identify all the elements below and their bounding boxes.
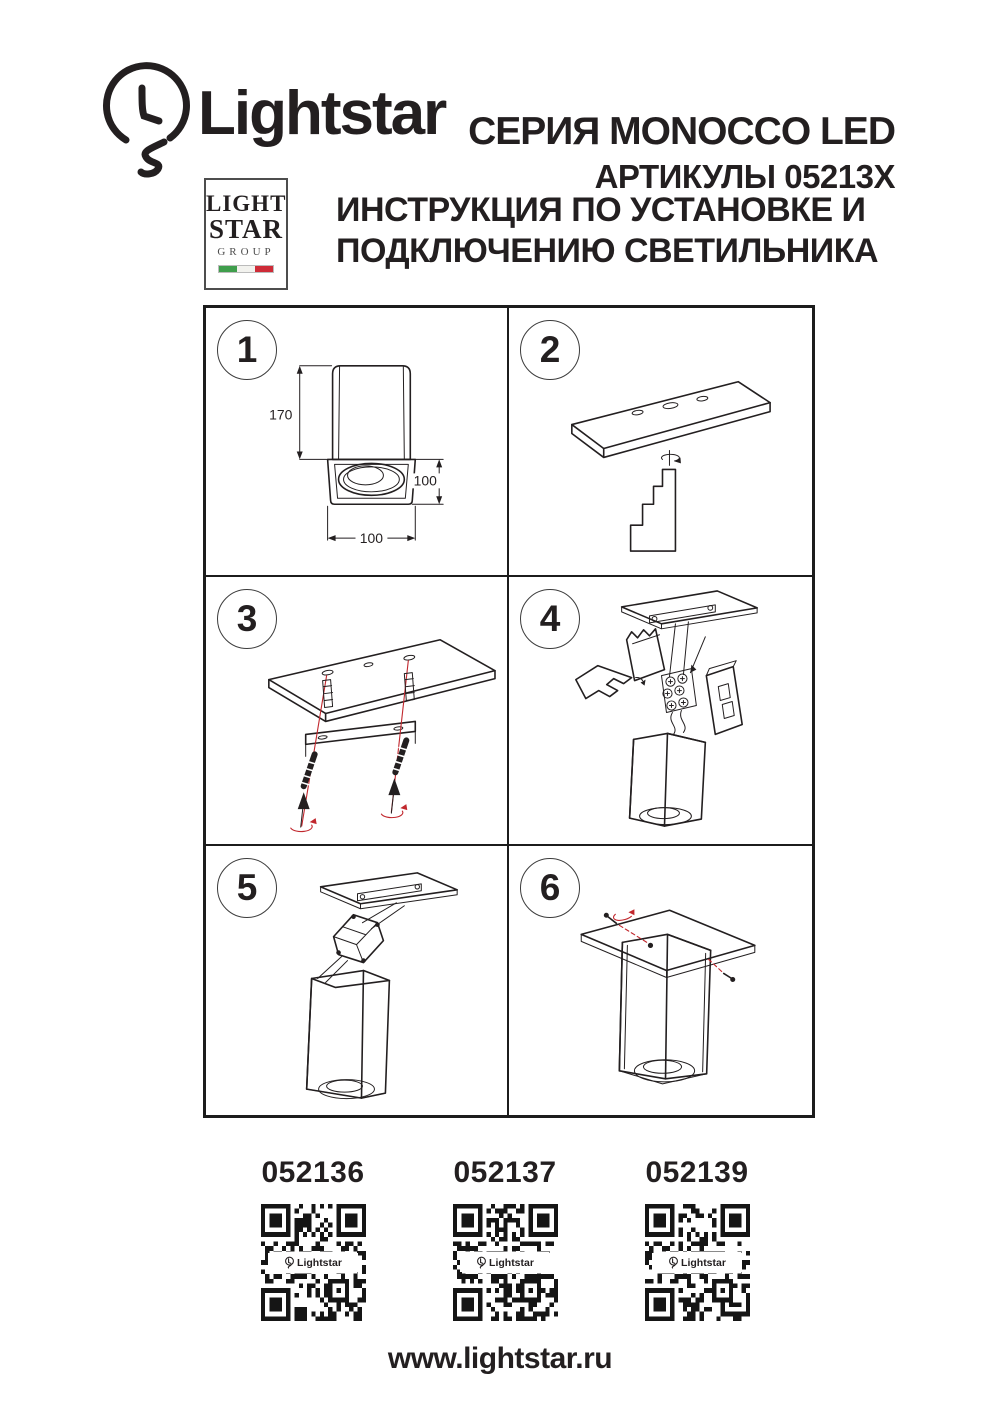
series-header — [450, 110, 895, 196]
instruction-title-line2: ПОДКЛЮЧЕНИЮ СВЕТИЛЬНИКА — [336, 232, 879, 271]
bulb-mini-icon — [668, 1256, 679, 1269]
terminal-cover-icon — [706, 661, 742, 735]
lamp-body-icon — [630, 733, 706, 826]
lightstar-bulb-logo-icon — [100, 56, 196, 178]
bulb-mini-icon — [284, 1256, 295, 1269]
step-panel-5 — [206, 846, 509, 1115]
qr-logo-overlay — [268, 1253, 358, 1272]
qr-code — [453, 1204, 558, 1321]
screw-icon — [301, 740, 409, 786]
dim-height-label: 170 — [269, 406, 293, 423]
qr-logo-overlay — [652, 1253, 742, 1272]
series-title: СЕРИЯ MONOCCO LED — [468, 110, 895, 153]
terminal-block-icon — [661, 669, 696, 713]
qr-logo-overlay — [460, 1253, 550, 1272]
instruction-title — [336, 190, 896, 273]
group-logo-line2: STAR — [208, 214, 284, 244]
steps-grid — [203, 305, 815, 1118]
step-panel-2 — [509, 308, 812, 577]
dim-width-label: 100 — [359, 530, 384, 547]
footer-url: www.lightstar.ru — [387, 1342, 613, 1375]
step-number-badge: 4 — [520, 589, 580, 649]
instruction-title-line1: ИНСТРУКЦИЯ ПО УСТАНОВКЕ И — [336, 191, 866, 229]
step-number-badge: 3 — [217, 589, 277, 649]
qr-code — [261, 1204, 366, 1321]
article-column — [233, 1156, 393, 1321]
brand-wordmark: Lightstar — [198, 79, 446, 148]
lamp-body-icon — [307, 971, 390, 1099]
step-number-badge: 5 — [217, 858, 277, 918]
bulb-mini-icon — [476, 1256, 487, 1269]
stepped-plate-icon — [576, 666, 646, 699]
step-number-badge: 1 — [217, 320, 277, 380]
step-panel-6 — [509, 846, 812, 1115]
group-logo-line1: LIGHT — [206, 191, 287, 216]
italian-flag-stripe — [218, 265, 274, 273]
lightstar-group-logo — [204, 178, 288, 290]
article-code: 052139 — [645, 1156, 749, 1189]
step-number-badge: 6 — [520, 858, 580, 918]
articles-subtitle: АРТИКУЛЫ 05213X — [594, 158, 895, 195]
step-panel-1 — [206, 308, 509, 577]
qr-logo-label: Lightstar — [681, 1256, 726, 1269]
dim-side-label: 100 — [413, 472, 437, 489]
qr-logo-label: Lightstar — [489, 1256, 534, 1269]
qr-code — [645, 1204, 750, 1321]
article-code: 052136 — [261, 1156, 365, 1189]
step-number-badge: 2 — [520, 320, 580, 380]
terminal-block-icon — [334, 914, 384, 962]
group-logo-line3: GROUP — [217, 246, 275, 259]
screw-icon — [604, 909, 735, 982]
wire-connector-icon — [627, 629, 665, 681]
article-column — [617, 1156, 777, 1321]
qr-logo-label: Lightstar — [297, 1256, 342, 1269]
step-panel-4 — [509, 577, 812, 846]
step-panel-3 — [206, 577, 509, 846]
article-code: 052137 — [453, 1156, 557, 1189]
article-column — [425, 1156, 585, 1321]
